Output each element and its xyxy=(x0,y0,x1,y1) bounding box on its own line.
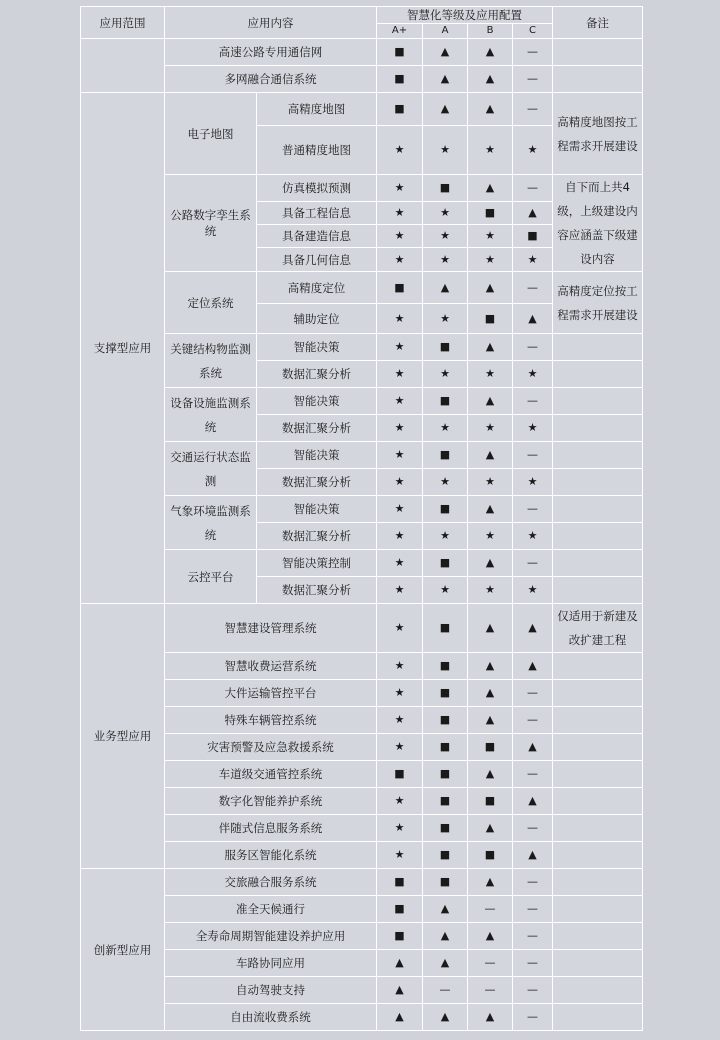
level-mark-cell: ▲ xyxy=(468,496,513,523)
remark-cell-empty xyxy=(553,842,643,869)
level-mark-cell: ★ xyxy=(377,415,423,442)
level-mark-cell: — xyxy=(513,869,553,896)
level-mark-cell: ▲ xyxy=(468,923,513,950)
level-mark-cell: — xyxy=(468,950,513,977)
content-cell: 全寿命周期智能建设养护应用 xyxy=(165,923,377,950)
level-mark-cell: ▲ xyxy=(513,202,553,225)
level-mark-cell: ▲ xyxy=(423,896,468,923)
sub-item-traffic: 交通运行状态监测 xyxy=(165,442,257,496)
level-mark-cell: ★ xyxy=(377,842,423,869)
level-mark-cell: ■ xyxy=(423,869,468,896)
sub-item-facility: 设备设施监测系统 xyxy=(165,388,257,442)
level-mark-cell: — xyxy=(513,815,553,842)
level-mark-cell: ■ xyxy=(423,388,468,415)
level-mark-cell: ▲ xyxy=(468,550,513,577)
level-mark-cell: ▲ xyxy=(423,39,468,66)
content-cell: 车路协同应用 xyxy=(165,950,377,977)
level-mark-cell: ■ xyxy=(468,734,513,761)
level-mark-cell: ▲ xyxy=(468,93,513,126)
level-mark-cell: — xyxy=(513,1004,553,1031)
level-mark-cell: ★ xyxy=(513,469,553,496)
content-cell: 普通精度地图 xyxy=(257,126,377,175)
remark-cell-empty xyxy=(553,334,643,361)
level-mark-cell: — xyxy=(513,550,553,577)
table-row xyxy=(81,334,643,361)
header-level-1: A xyxy=(423,24,468,39)
level-mark-cell: ▲ xyxy=(423,272,468,304)
content-cell: 多网融合通信系统 xyxy=(165,66,377,93)
content-cell: 数据汇聚分析 xyxy=(257,523,377,550)
table-row xyxy=(81,707,643,734)
level-mark-cell: ★ xyxy=(423,304,468,334)
sub-item-structure: 关键结构物监测系统 xyxy=(165,334,257,388)
level-mark-cell: ■ xyxy=(377,896,423,923)
table-row xyxy=(81,734,643,761)
header-level-3: C xyxy=(513,24,553,39)
level-mark-cell: ★ xyxy=(513,248,553,272)
level-mark-cell: ★ xyxy=(468,469,513,496)
table-row xyxy=(81,923,643,950)
level-mark-cell: ▲ xyxy=(468,761,513,788)
table-row xyxy=(81,93,643,126)
level-mark-cell: ▲ xyxy=(468,1004,513,1031)
level-mark-cell: ■ xyxy=(423,734,468,761)
level-mark-cell: ▲ xyxy=(423,950,468,977)
level-mark-cell: ★ xyxy=(513,523,553,550)
level-mark-cell: ▲ xyxy=(423,923,468,950)
level-mark-cell: ★ xyxy=(423,577,468,604)
content-cell: 高精度地图 xyxy=(257,93,377,126)
level-mark-cell: ■ xyxy=(377,66,423,93)
level-mark-cell: ■ xyxy=(423,842,468,869)
level-mark-cell: ▲ xyxy=(513,842,553,869)
header-scope: 应用范围 xyxy=(81,7,165,39)
level-mark-cell: ■ xyxy=(423,334,468,361)
header-content: 应用内容 xyxy=(165,7,377,39)
remark-cell-empty xyxy=(553,577,643,604)
remark-cell-empty xyxy=(553,923,643,950)
content-cell: 特殊车辆管控系统 xyxy=(165,707,377,734)
level-mark-cell: ★ xyxy=(377,388,423,415)
table-row xyxy=(81,1004,643,1031)
level-mark-cell: ▲ xyxy=(468,272,513,304)
sub-item-cloud: 云控平台 xyxy=(165,550,257,604)
level-mark-cell: ★ xyxy=(377,304,423,334)
remark-cell-empty xyxy=(553,815,643,842)
content-cell: 自动驾驶支持 xyxy=(165,977,377,1004)
level-mark-cell: — xyxy=(513,896,553,923)
remark-cell-empty xyxy=(553,361,643,388)
remark-cell-empty xyxy=(553,680,643,707)
remark-cell: 高精度地图按工程需求开展建设 xyxy=(553,93,643,175)
level-mark-cell: ★ xyxy=(513,126,553,175)
sub-item-twin: 公路数字孪生系统 xyxy=(165,175,257,272)
group-innovation: 创新型应用 xyxy=(81,869,165,1031)
table-row xyxy=(81,815,643,842)
remark-cell: 仅适用于新建及改扩建工程 xyxy=(553,604,643,653)
remark-cell-empty xyxy=(553,415,643,442)
level-mark-cell: ■ xyxy=(423,788,468,815)
level-mark-cell: ▲ xyxy=(513,304,553,334)
level-mark-cell: ★ xyxy=(377,496,423,523)
level-mark-cell: ■ xyxy=(423,442,468,469)
group-business: 业务型应用 xyxy=(81,604,165,869)
level-mark-cell: — xyxy=(513,442,553,469)
level-mark-cell: — xyxy=(513,175,553,202)
header-level-0: A+ xyxy=(377,24,423,39)
level-mark-cell: ■ xyxy=(423,761,468,788)
level-mark-cell: ★ xyxy=(513,577,553,604)
level-mark-cell: ★ xyxy=(468,523,513,550)
level-mark-cell: ★ xyxy=(377,202,423,225)
level-mark-cell: ★ xyxy=(377,680,423,707)
level-mark-cell: ★ xyxy=(377,550,423,577)
level-mark-cell: ★ xyxy=(423,248,468,272)
level-mark-cell: ▲ xyxy=(423,93,468,126)
level-mark-cell: ★ xyxy=(377,248,423,272)
table-row xyxy=(81,788,643,815)
level-mark-cell: ★ xyxy=(377,604,423,653)
content-cell: 智能决策控制 xyxy=(257,550,377,577)
remark-cell: 高精度定位按工程需求开展建设 xyxy=(553,272,643,334)
level-mark-cell: ■ xyxy=(423,815,468,842)
level-mark-cell: — xyxy=(513,761,553,788)
content-cell: 高精度定位 xyxy=(257,272,377,304)
level-mark-cell: ★ xyxy=(377,577,423,604)
level-mark-cell: ★ xyxy=(377,334,423,361)
level-mark-cell: ▲ xyxy=(468,66,513,93)
level-mark-cell: ■ xyxy=(377,272,423,304)
level-mark-cell: — xyxy=(513,334,553,361)
level-mark-cell: ★ xyxy=(513,415,553,442)
level-mark-cell: ■ xyxy=(468,202,513,225)
level-mark-cell: ★ xyxy=(377,361,423,388)
content-cell: 辅助定位 xyxy=(257,304,377,334)
content-cell: 仿真模拟预测 xyxy=(257,175,377,202)
remark-cell-empty xyxy=(553,388,643,415)
content-cell: 车道级交通管控系统 xyxy=(165,761,377,788)
level-mark-cell: ★ xyxy=(468,577,513,604)
content-cell: 智能决策 xyxy=(257,388,377,415)
level-mark-cell: ▲ xyxy=(468,680,513,707)
content-cell: 数据汇聚分析 xyxy=(257,577,377,604)
level-mark-cell: ■ xyxy=(468,304,513,334)
level-mark-cell: ▲ xyxy=(468,604,513,653)
scope-cell-empty xyxy=(81,39,165,93)
level-mark-cell: ■ xyxy=(423,550,468,577)
table-row xyxy=(81,550,643,577)
level-mark-cell: ★ xyxy=(468,248,513,272)
level-mark-cell: ■ xyxy=(513,225,553,248)
content-cell: 数据汇聚分析 xyxy=(257,361,377,388)
level-mark-cell: — xyxy=(513,680,553,707)
level-mark-cell: ▲ xyxy=(423,1004,468,1031)
level-mark-cell: ★ xyxy=(377,707,423,734)
table-row xyxy=(81,66,643,93)
level-mark-cell: — xyxy=(513,950,553,977)
content-cell: 智能决策 xyxy=(257,334,377,361)
level-mark-cell: ▲ xyxy=(423,66,468,93)
content-cell: 数据汇聚分析 xyxy=(257,415,377,442)
table-row xyxy=(81,896,643,923)
level-mark-cell: — xyxy=(513,66,553,93)
level-mark-cell: ★ xyxy=(468,415,513,442)
remark-cell-empty xyxy=(553,550,643,577)
remark-cell-empty xyxy=(553,66,643,93)
content-cell: 智能决策 xyxy=(257,442,377,469)
remark-cell-empty xyxy=(553,39,643,66)
table-row xyxy=(81,604,643,653)
header-row xyxy=(81,7,643,24)
level-mark-cell: — xyxy=(513,272,553,304)
level-mark-cell: ■ xyxy=(423,707,468,734)
table-row xyxy=(81,842,643,869)
table-row xyxy=(81,680,643,707)
table-row xyxy=(81,653,643,680)
content-cell: 具备几何信息 xyxy=(257,248,377,272)
content-cell: 具备建造信息 xyxy=(257,225,377,248)
content-cell: 智能决策 xyxy=(257,496,377,523)
table-row xyxy=(81,950,643,977)
level-mark-cell: — xyxy=(513,977,553,1004)
remark-cell-empty xyxy=(553,896,643,923)
header-config: 智慧化等级及应用配置 xyxy=(377,7,553,24)
remark-cell-empty xyxy=(553,869,643,896)
level-mark-cell: ★ xyxy=(377,126,423,175)
level-mark-cell: ▲ xyxy=(377,977,423,1004)
level-mark-cell: ▲ xyxy=(513,734,553,761)
level-mark-cell: ■ xyxy=(423,175,468,202)
remark-cell-empty xyxy=(553,734,643,761)
content-cell: 自由流收费系统 xyxy=(165,1004,377,1031)
content-cell: 交旅融合服务系统 xyxy=(165,869,377,896)
level-mark-cell: ★ xyxy=(377,469,423,496)
level-mark-cell: ▲ xyxy=(513,653,553,680)
level-mark-cell: ■ xyxy=(468,788,513,815)
level-mark-cell: ▲ xyxy=(468,815,513,842)
level-mark-cell: ■ xyxy=(423,680,468,707)
level-mark-cell: ▲ xyxy=(468,442,513,469)
remark-cell-empty xyxy=(553,761,643,788)
level-mark-cell: ▲ xyxy=(468,869,513,896)
content-cell: 准全天候通行 xyxy=(165,896,377,923)
level-mark-cell: ★ xyxy=(423,415,468,442)
table-row xyxy=(81,869,643,896)
level-mark-cell: ★ xyxy=(423,126,468,175)
config-table xyxy=(80,6,643,1031)
level-mark-cell: ★ xyxy=(377,523,423,550)
table-row xyxy=(81,39,643,66)
level-mark-cell: ▲ xyxy=(513,604,553,653)
level-mark-cell: ★ xyxy=(468,126,513,175)
level-mark-cell: ★ xyxy=(377,175,423,202)
level-mark-cell: ■ xyxy=(377,869,423,896)
content-cell: 高速公路专用通信网 xyxy=(165,39,377,66)
level-mark-cell: ▲ xyxy=(513,788,553,815)
level-mark-cell: ★ xyxy=(423,202,468,225)
level-mark-cell: — xyxy=(513,93,553,126)
level-mark-cell: ■ xyxy=(423,604,468,653)
level-mark-cell: ▲ xyxy=(468,707,513,734)
level-mark-cell: ▲ xyxy=(468,334,513,361)
level-mark-cell: ■ xyxy=(423,496,468,523)
remark-cell-empty xyxy=(553,707,643,734)
level-mark-cell: — xyxy=(468,977,513,1004)
remark-cell-empty xyxy=(553,653,643,680)
level-mark-cell: ★ xyxy=(377,788,423,815)
level-mark-cell: ★ xyxy=(423,225,468,248)
remark-cell-empty xyxy=(553,788,643,815)
level-mark-cell: ★ xyxy=(423,523,468,550)
header-level-2: B xyxy=(468,24,513,39)
remark-cell-empty xyxy=(553,950,643,977)
level-mark-cell: ★ xyxy=(468,361,513,388)
header-remark: 备注 xyxy=(553,7,643,39)
level-mark-cell: — xyxy=(513,923,553,950)
table-row xyxy=(81,442,643,469)
group-support: 支撑型应用 xyxy=(81,93,165,604)
level-mark-cell: ★ xyxy=(423,361,468,388)
level-mark-cell: ★ xyxy=(423,469,468,496)
remark-cell-empty xyxy=(553,1004,643,1031)
table-row xyxy=(81,272,643,304)
remark-cell-empty xyxy=(553,442,643,469)
level-mark-cell: ■ xyxy=(377,39,423,66)
content-cell: 服务区智能化系统 xyxy=(165,842,377,869)
content-cell: 灾害预警及应急救援系统 xyxy=(165,734,377,761)
level-mark-cell: — xyxy=(513,388,553,415)
level-mark-cell: ▲ xyxy=(468,653,513,680)
content-cell: 伴随式信息服务系统 xyxy=(165,815,377,842)
table-row xyxy=(81,761,643,788)
level-mark-cell: ▲ xyxy=(377,1004,423,1031)
level-mark-cell: — xyxy=(513,496,553,523)
level-mark-cell: ★ xyxy=(468,225,513,248)
remark-cell: 自下而上共4级，上级建设内容应涵盖下级建设内容 xyxy=(553,175,643,272)
level-mark-cell: ★ xyxy=(513,361,553,388)
content-cell: 数据汇聚分析 xyxy=(257,469,377,496)
level-mark-cell: ▲ xyxy=(377,950,423,977)
level-mark-cell: ★ xyxy=(377,442,423,469)
level-mark-cell: ▲ xyxy=(468,39,513,66)
content-cell: 具备工程信息 xyxy=(257,202,377,225)
content-cell: 大件运输管控平台 xyxy=(165,680,377,707)
content-cell: 智慧收费运营系统 xyxy=(165,653,377,680)
level-mark-cell: ★ xyxy=(377,815,423,842)
table-row xyxy=(81,388,643,415)
level-mark-cell: ▲ xyxy=(468,175,513,202)
remark-cell-empty xyxy=(553,523,643,550)
level-mark-cell: — xyxy=(423,977,468,1004)
level-mark-cell: — xyxy=(468,896,513,923)
level-mark-cell: ■ xyxy=(377,923,423,950)
sub-item-weather: 气象环境监测系统 xyxy=(165,496,257,550)
table-row xyxy=(81,977,643,1004)
level-mark-cell: ■ xyxy=(423,653,468,680)
level-mark-cell: ★ xyxy=(377,653,423,680)
sub-item-positioning: 定位系统 xyxy=(165,272,257,334)
level-mark-cell: ■ xyxy=(377,93,423,126)
sub-item-map: 电子地图 xyxy=(165,93,257,175)
level-mark-cell: ★ xyxy=(377,225,423,248)
remark-cell-empty xyxy=(553,469,643,496)
content-cell: 数字化智能养护系统 xyxy=(165,788,377,815)
remark-cell-empty xyxy=(553,496,643,523)
content-cell: 智慧建设管理系统 xyxy=(165,604,377,653)
remark-cell-empty xyxy=(553,977,643,1004)
level-mark-cell: ■ xyxy=(377,761,423,788)
table-row xyxy=(81,175,643,202)
level-mark-cell: ■ xyxy=(468,842,513,869)
level-mark-cell: ▲ xyxy=(468,388,513,415)
level-mark-cell: — xyxy=(513,39,553,66)
table-row xyxy=(81,496,643,523)
level-mark-cell: ★ xyxy=(377,734,423,761)
level-mark-cell: — xyxy=(513,707,553,734)
